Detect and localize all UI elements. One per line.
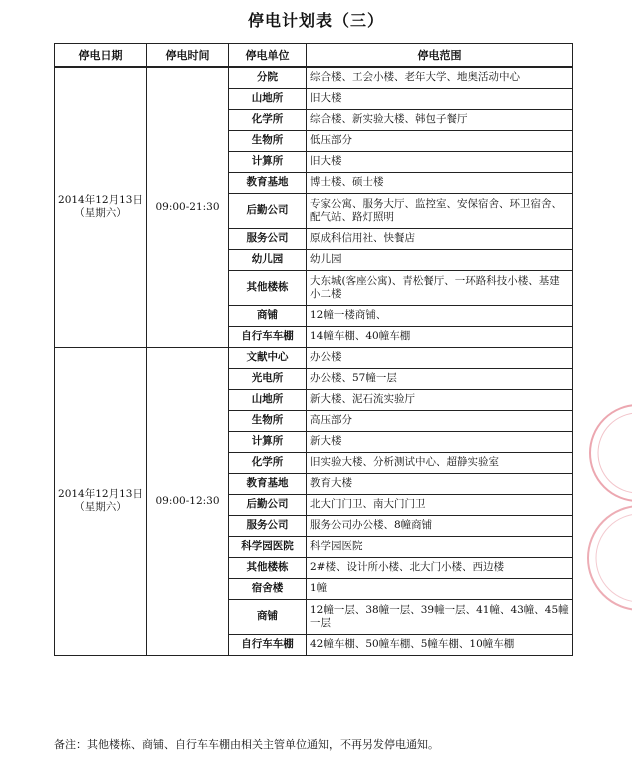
- outage-unit: 商铺: [229, 599, 307, 634]
- outage-scope: 办公楼、57幢一层: [307, 368, 573, 389]
- official-seal-stamp: [578, 398, 632, 508]
- table-body: [55, 67, 573, 655]
- official-seal-stamp-lower: [578, 488, 632, 628]
- outage-scope: 综合楼、工会小楼、老年大学、地奥活动中心: [307, 67, 573, 88]
- outage-date: 2014年12月13日: [58, 194, 143, 207]
- outage-unit: 教育基地: [229, 473, 307, 494]
- outage-scope: 大东城(客座公寓)、青松餐厅、一环路科技小楼、基建小二楼: [307, 270, 573, 305]
- outage-scope: 1幢: [307, 578, 573, 599]
- outage-unit: 计算所: [229, 431, 307, 452]
- outage-date: 2014年12月13日: [58, 488, 143, 500]
- page-title: 停电计划表（三）: [247, 11, 384, 30]
- outage-unit: 化学所: [229, 109, 307, 130]
- outage-unit: 生物所: [229, 130, 307, 151]
- outage-weekday: （星期六）: [74, 501, 127, 513]
- outage-unit: 宿舍楼: [229, 578, 307, 599]
- outage-unit: 山地所: [229, 389, 307, 410]
- outage-unit: 山地所: [229, 88, 307, 109]
- header-date: 停电日期: [55, 44, 147, 68]
- footnote: 备注：其他楼栋、商铺、自行车车棚由相关主管单位通知，不再另发停电通知。: [54, 738, 439, 751]
- outage-unit: 分院: [229, 67, 307, 88]
- outage-time: 09:00-12:30: [147, 347, 229, 655]
- outage-unit: 幼儿园: [229, 249, 307, 270]
- outage-date-cell: [55, 347, 147, 655]
- header-unit: 停电单位: [229, 44, 307, 68]
- outage-unit: 计算所: [229, 151, 307, 172]
- outage-scope: 博士楼、硕士楼: [307, 172, 573, 193]
- outage-unit: 商铺: [229, 305, 307, 326]
- outage-unit: 文献中心: [229, 347, 307, 368]
- outage-scope: 旧大楼: [307, 88, 573, 109]
- outage-date-cell: [55, 67, 147, 347]
- outage-unit: 化学所: [229, 452, 307, 473]
- outage-unit: 光电所: [229, 368, 307, 389]
- outage-scope: 教育大楼: [307, 473, 573, 494]
- outage-scope: 原成科信用社、快餐店: [307, 228, 573, 249]
- header-scope: 停电范围: [307, 44, 573, 68]
- outage-scope: 旧实验大楼、分析测试中心、超静实验室: [307, 452, 573, 473]
- outage-scope: 科学园医院: [307, 536, 573, 557]
- outage-unit: 服务公司: [229, 228, 307, 249]
- table-header-row: [55, 44, 573, 68]
- outage-weekday: （星期六）: [74, 207, 127, 220]
- outage-scope: 旧大楼: [307, 151, 573, 172]
- outage-scope: 低压部分: [307, 130, 573, 151]
- outage-scope: 2#楼、设计所小楼、北大门小楼、西边楼: [307, 557, 573, 578]
- table-row: [55, 67, 573, 88]
- outage-unit: 后勤公司: [229, 193, 307, 228]
- outage-schedule-table: [54, 43, 573, 656]
- outage-unit: 自行车车棚: [229, 326, 307, 347]
- outage-scope: 新大楼: [307, 431, 573, 452]
- outage-unit: 服务公司: [229, 515, 307, 536]
- outage-scope: 办公楼: [307, 347, 573, 368]
- outage-scope: 14幢车棚、40幢车棚: [307, 326, 573, 347]
- outage-scope: 高压部分: [307, 410, 573, 431]
- outage-unit: 后勤公司: [229, 494, 307, 515]
- outage-scope: 综合楼、新实验大楼、韩包子餐厅: [307, 109, 573, 130]
- outage-scope: 新大楼、泥石流实验厅: [307, 389, 573, 410]
- outage-scope: 幼儿园: [307, 249, 573, 270]
- outage-time: 09:00-21:30: [147, 67, 229, 347]
- outage-scope: 42幢车棚、50幢车棚、5幢车棚、10幢车棚: [307, 634, 573, 655]
- outage-scope: 北大门门卫、南大门门卫: [307, 494, 573, 515]
- outage-unit: 生物所: [229, 410, 307, 431]
- outage-scope: 服务公司办公楼、8幢商铺: [307, 515, 573, 536]
- outage-unit: 其他楼栋: [229, 557, 307, 578]
- outage-unit: 自行车车棚: [229, 634, 307, 655]
- outage-scope: 12幢一楼商铺、: [307, 305, 573, 326]
- outage-unit: 教育基地: [229, 172, 307, 193]
- table-row: [55, 347, 573, 368]
- outage-unit: 其他楼栋: [229, 270, 307, 305]
- outage-unit: 科学园医院: [229, 536, 307, 557]
- outage-scope: 专家公寓、服务大厅、监控室、安保宿舍、环卫宿舍、配气站、路灯照明: [307, 193, 573, 228]
- header-time: 停电时间: [147, 44, 229, 68]
- outage-scope: 12幢一层、38幢一层、39幢一层、41幢、43幢、45幢一层: [307, 599, 573, 634]
